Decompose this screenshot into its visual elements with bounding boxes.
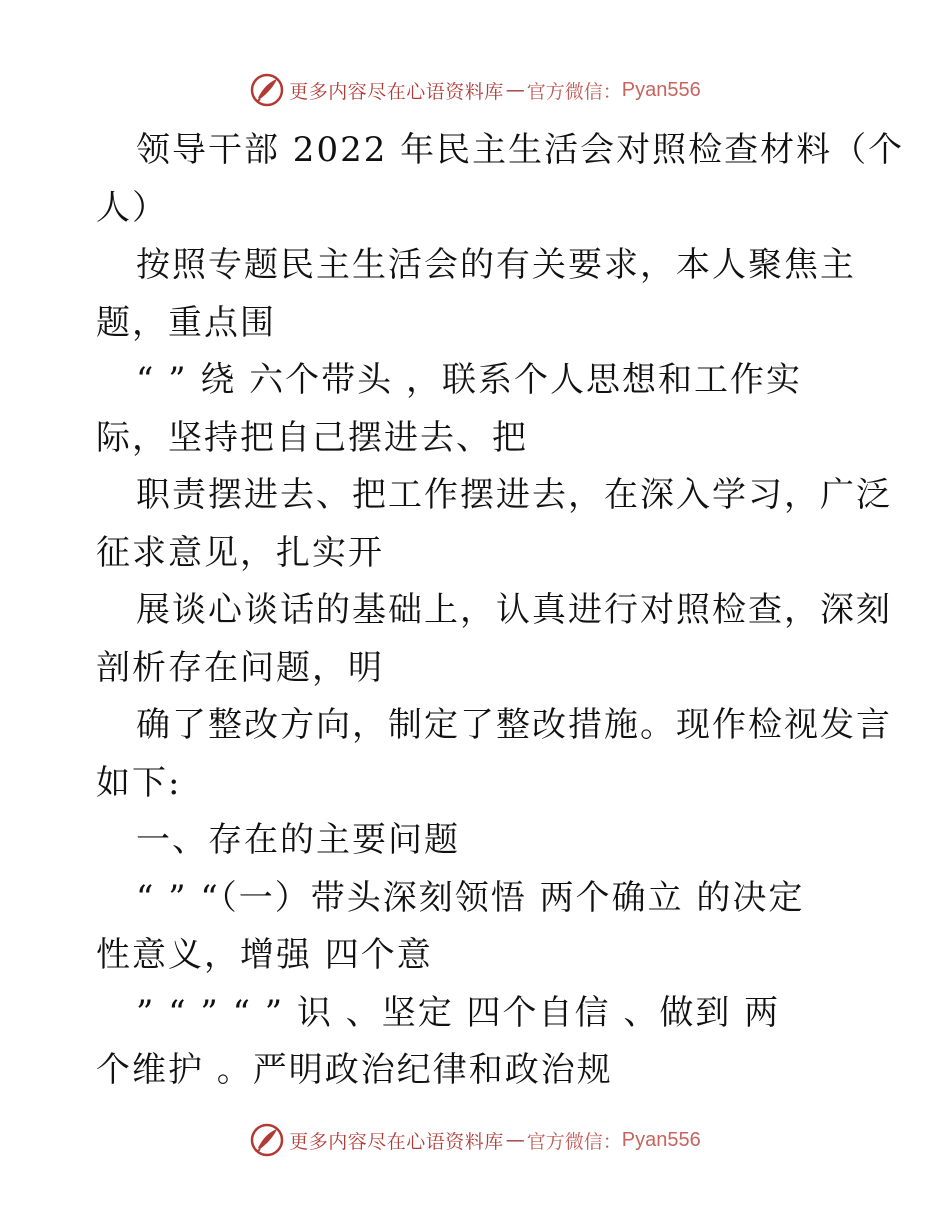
doc-line: 征求意见，扎实开 xyxy=(96,532,384,573)
banner-text: 更多内容尽在心语资料库 xyxy=(289,1130,504,1153)
quill-pen-logo-icon xyxy=(249,72,285,108)
doc-line: 职责摆进去、把工作摆进去，在深入学习，广泛 xyxy=(136,475,892,515)
doc-line: 如下: xyxy=(96,762,182,803)
doc-line: 际，坚持把自己摆进去、把 xyxy=(96,417,528,458)
document-body xyxy=(96,122,905,1100)
banner-label: 官方微信： xyxy=(526,80,622,103)
doc-line: 展谈心谈话的基础上，认真进行对照检查，深刻 xyxy=(136,590,892,630)
doc-title: 领导干部 2022 年民主生活会对照检查材料（个 xyxy=(136,130,905,170)
doc-line: 按照专题民主生活会的有关要求，本人聚焦主 xyxy=(136,245,856,285)
banner-separator: — xyxy=(505,79,525,101)
banner-handle: Pyan556 xyxy=(621,1128,701,1151)
header-banner xyxy=(0,68,950,112)
doc-line: 题，重点围 xyxy=(96,302,276,343)
banner-handle: Pyan556 xyxy=(621,78,701,101)
footer-banner xyxy=(0,1118,950,1162)
doc-line: 剖析存在问题，明 xyxy=(96,647,384,688)
doc-line: 性意义，增强 四个意 xyxy=(96,935,433,975)
banner-text: 更多内容尽在心语资料库 xyxy=(289,80,504,103)
section-heading: 一、存在的主要问题 xyxy=(136,820,460,860)
doc-line: “ ” 绕 六个带头 ，联系个人思想和工作实 xyxy=(136,360,802,400)
doc-line: 个维护 。严明政治纪律和政治规 xyxy=(96,1050,613,1090)
banner-separator: — xyxy=(505,1129,525,1151)
doc-line: ” “ ” “ ” 识 、坚定 四个自信 、做到 两 xyxy=(136,992,781,1033)
doc-line: “ ” “（一）带头深刻领悟 两个确立 的决定 xyxy=(136,877,805,918)
banner-label: 官方微信： xyxy=(526,1130,622,1153)
quill-pen-logo-icon xyxy=(249,1122,285,1158)
doc-line: 人） xyxy=(96,187,168,228)
doc-line: 确了整改方向，制定了整改措施。现作检视发言 xyxy=(136,705,892,745)
